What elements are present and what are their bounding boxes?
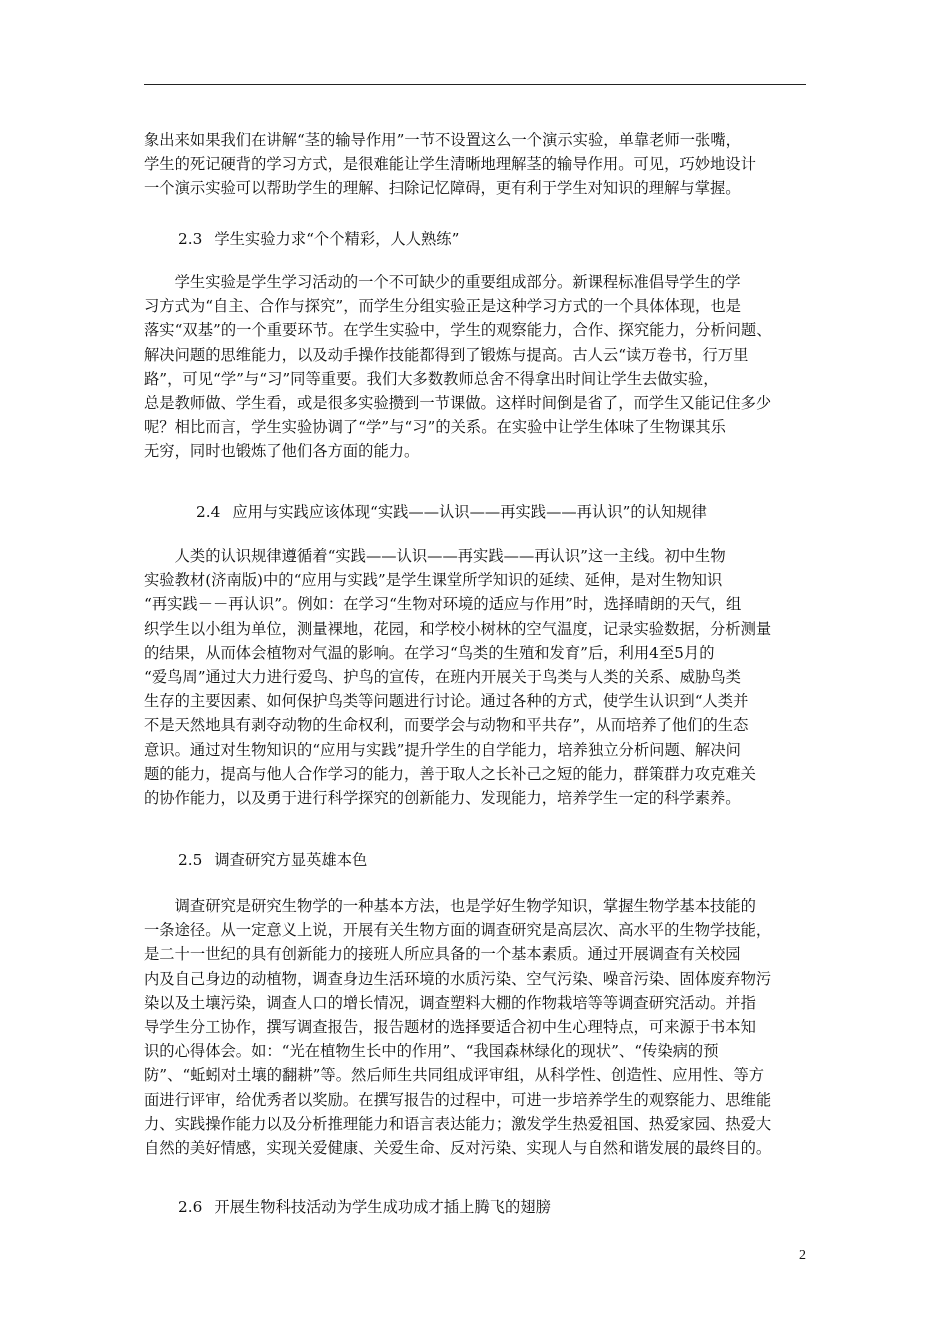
- text-line: 总是教师做、学生看，或是很多实验攒到一节课做。这样时间倒是省了，而学生又能记住多少: [144, 393, 772, 412]
- section-number: 2.3: [178, 230, 203, 248]
- section-title: 开展生物科技活动为学生成功成才插上腾飞的翅膀: [214, 1198, 551, 1216]
- text-line: 象出来如果我们在讲解“茎的输导作用”一节不设置这么一个演示实验，单靠老师一张嘴，: [144, 131, 741, 149]
- paragraph-demo-experiment: [144, 128, 808, 201]
- text-line: 实验教材(济南版)中的“应用与实践”是学生课堂所学知识的延续、延伸，是对生物知识: [144, 571, 723, 590]
- text-line: 力、实践操作能力以及分析推理能力和语言表达能力；激发学生热爱祖国、热爱家园、热爱大: [144, 1114, 772, 1133]
- paragraph-investigation-research: [144, 894, 808, 1160]
- section-number: 2.6: [178, 1198, 203, 1216]
- text-line: 不是天然地具有剥夺动物的生命权利，而要学会与动物和平共存”，从而培养了他们的生态: [144, 716, 749, 735]
- text-line: 落实“双基”的一个重要环节。在学生实验中，学生的观察能力，合作、探究能力，分析问题、: [144, 321, 772, 340]
- section-title: 应用与实践应该体现“实践——认识——再实践——再认识”的认知规律: [232, 503, 707, 521]
- text-line: 解决问题的思维能力，以及动手操作技能都得到了锻炼与提高。古人云“读万卷书，行万里: [144, 345, 749, 364]
- text-line: 题的能力，提高与他人合作学习的能力，善于取人之长补己之短的能力，群策群力攻克难关: [144, 764, 756, 783]
- text-line: 学生实验是学生学习活动的一个不可缺少的重要组成部分。新课程标准倡导学生的学: [144, 273, 741, 291]
- text-line: 防”、“蚯蚓对土壤的翻耕”等。然后师生共同组成评审组，从科学性、创造性、应用性、等方: [144, 1066, 765, 1085]
- text-line: 的结果，从而体会植物对气温的影响。在学习“鸟类的生殖和发育”后，利用4至5月的: [144, 643, 715, 662]
- paragraph-application-practice: [144, 544, 808, 810]
- section-number: 2.5: [178, 851, 203, 869]
- text-line: 一个演示实验可以帮助学生的理解、扫除记忆障碍，更有利于学生对知识的理解与掌握。: [144, 179, 741, 198]
- text-line: 的协作能力，以及勇于进行科学探究的创新能力、发现能力，培养学生一定的科学素养。: [144, 788, 741, 807]
- text-line: 意识。通过对生物知识的“应用与实践”提升学生的自学能力，培养独立分析问题、解决问: [144, 740, 741, 759]
- text-line: 染以及土壤污染，调查人口的增长情况，调查塑料大棚的作物栽培等等调查研究活动。并指: [144, 993, 756, 1012]
- header-rule: [144, 84, 806, 85]
- text-line: 调查研究是研究生物学的一种基本方法，也是学好生物学知识，掌握生物学基本技能的: [144, 897, 756, 915]
- text-line: 是二十一世纪的具有创新能力的接班人所应具备的一个基本素质。通过开展调查有关校园: [144, 945, 741, 964]
- text-line: 织学生以小组为单位，测量裸地，花园，和学校小树林的空气温度，记录实验数据，分析测量: [144, 619, 772, 638]
- text-line: 人类的认识规律遵循着“实践——认识——再实践——再认识”这一主线。初中生物: [144, 547, 726, 565]
- paragraph-student-experiments: [144, 270, 808, 464]
- text-line: 内及自己身边的动植物，调查身边生活环境的水质污染、空气污染、噪音污染、固体废弃物污: [144, 969, 772, 988]
- section-heading-2-4: [196, 502, 707, 522]
- text-line: 路”，可见“学”与“习”同等重要。我们大多数教师总舍不得拿出时间让学生去做实验，: [144, 369, 719, 388]
- text-line: 自然的美好情感，实现关爱健康、关爱生命、反对污染、实现人与自然和谐发展的最终目的。: [144, 1138, 772, 1157]
- section-title: 调查研究方显英雄本色: [214, 851, 368, 869]
- section-heading-2-3: [178, 229, 459, 249]
- text-line: 学生的死记硬背的学习方式，是很难能让学生清晰地理解茎的输导作用。可见，巧妙地设计: [144, 155, 756, 174]
- text-line: 无穷，同时也锻炼了他们各方面的能力。: [144, 442, 420, 461]
- section-title: 学生实验力求“个个精彩，人人熟练”: [214, 230, 460, 248]
- section-heading-2-5: [178, 850, 367, 870]
- text-line: “爱鸟周”通过大力进行爱鸟、护鸟的宣传，在班内开展关于鸟类与人类的关系、威胁鸟类: [144, 667, 741, 686]
- section-heading-2-6: [178, 1197, 551, 1217]
- text-line: 习方式为“自主、合作与探究”，而学生分组实验正是这种学习方式的一个具体体现，也是: [144, 297, 741, 316]
- text-line: 呢？相比而言，学生实验协调了“学”与“习”的关系。在实验中让学生体味了生物课其乐: [144, 418, 726, 437]
- text-line: 识的心得体会。如：“光在植物生长中的作用”、“我国森林绿化的现状”、“传染病的预: [144, 1042, 719, 1061]
- text-line: 生存的主要因素、如何保护鸟类等问题进行讨论。通过各种的方式，使学生认识到“人类并: [144, 692, 749, 711]
- section-number: 2.4: [196, 503, 221, 521]
- page-number: 2: [799, 1248, 806, 1263]
- text-line: 一条途径。从一定意义上说，开展有关生物方面的调查研究是高层次、高水平的生物学技能，: [144, 921, 772, 940]
- text-line: 导学生分工协作，撰写调查报告，报告题材的选择要适合初中生心理特点，可来源于书本知: [144, 1017, 756, 1036]
- text-line: “再实践－－再认识”。例如：在学习“生物对环境的适应与作用”时，选择晴朗的天气，组: [144, 595, 742, 614]
- text-line: 面进行评审，给优秀者以奖励。在撰写报告的过程中，可进一步培养学生的观察能力、思维能: [144, 1090, 772, 1109]
